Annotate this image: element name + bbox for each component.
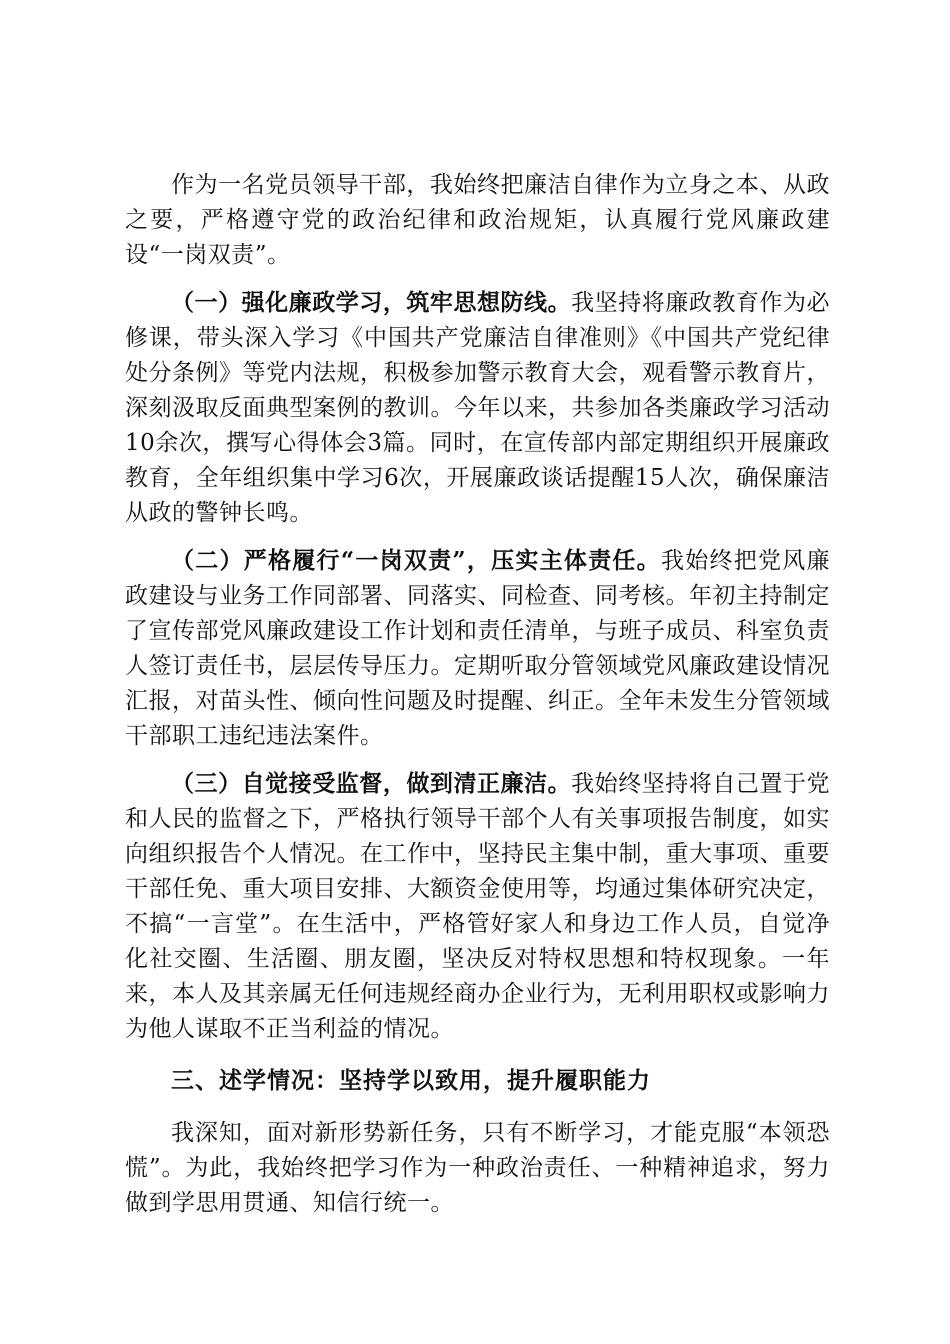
- item1-paragraph: [125, 285, 830, 531]
- section3-intro-paragraph: 我深知，面对新形势新任务，只有不断学习，才能克服“本领恐慌”。为此，我始终把学习作为一种政治责任、一种精神追求，努力做到学思用贯通、知信行统一。: [125, 1120, 830, 1216]
- item2-lead: （二）严格履行“一岗双责”，压实主体责任。: [171, 547, 661, 574]
- intro-paragraph: 作为一名党员领导干部，我始终把廉洁自律作为立身之本、从政之要，严格遵守党的政治纪律和政治规矩，认真履行党风廉政建设“一岗双责”。: [125, 172, 830, 268]
- item3-lead: （三）自觉接受监督，做到清正廉洁。: [171, 770, 572, 797]
- item2-body: 我始终把党风廉政建设与业务工作同部署、同落实、同检查、同考核。年初主持制定了宣传部党风廉政建设工作计划和责任清单，与班子成员、科室负责人签订责任书，层层传导压力。定期听取分管领域党风廉政建设情况汇报，对苗头性、倾向性问题及时提醒、纠正。全年未发生分管领域干部职工违纪违法案件。: [125, 548, 831, 749]
- item2-paragraph: [125, 543, 830, 754]
- item3-paragraph: [125, 766, 830, 1047]
- item3-body: 我始终坚持将自己置于党和人民的监督之下，严格执行领导干部个人有关事项报告制度，如实向组织报告个人情况。在工作中，坚持民主集中制，重大事项、重要干部任免、重大项目安排、大额资金使用等，均通过集体研究决定，不搞“一言堂”。在生活中，严格管好家人和身边工作人员，自觉净化社交圈、生活圈、朋友圈，坚决反对特权思想和特权现象。一年来，本人及其亲属无任何违规经商办企业行为，无利用职权或影响力为他人谋取不正当利益的情况。: [125, 771, 831, 1042]
- document-page: [125, 168, 830, 1221]
- item1-body: 我坚持将廉政教育作为必修课，带头深入学习《中国共产党廉洁自律准则》《中国共产党纪律处分条例》等党内法规，积极参加警示教育大会，观看警示教育片，深刻汲取反面典型案例的教训。今年以来，共参加各类廉政学习活动10余次，撰写心得体会3篇。同时，在宣传部内部定期组织开展廉政教育，全年组织集中学习6次，开展廉政谈话提醒15人次，确保廉洁从政的警钟长鸣。: [125, 290, 831, 526]
- section3-heading: 三、述学情况：坚持学以致用，提升履职能力: [171, 1067, 651, 1094]
- item1-lead: （一）强化廉政学习，筑牢思想防线。: [171, 289, 572, 316]
